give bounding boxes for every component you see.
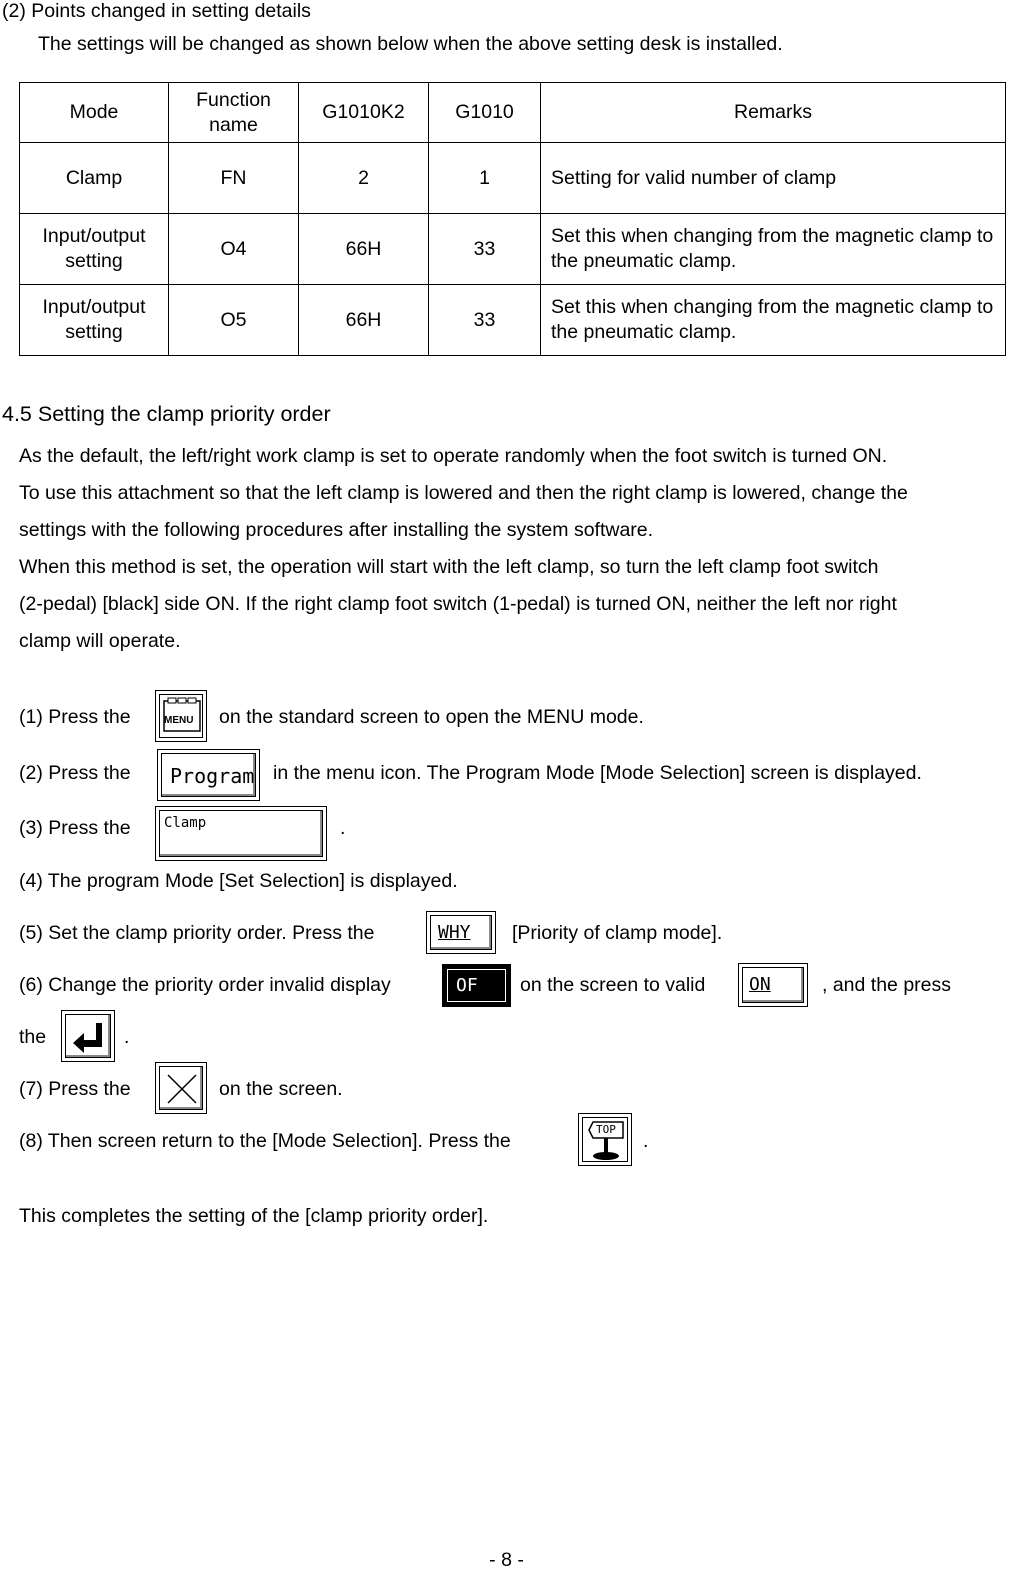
table-cell: FN — [169, 143, 299, 214]
menu-button-label: MENU — [164, 715, 194, 726]
paragraph-line: clamp will operate. — [19, 630, 181, 652]
table-row — [20, 285, 1006, 356]
table-cell: 2 — [299, 143, 429, 214]
step-6-text: (6) Change the priority order invalid display — [19, 974, 391, 996]
program-button[interactable] — [157, 749, 260, 801]
step-6-text: the — [19, 1026, 47, 1048]
table-cell: O4 — [169, 214, 299, 285]
step-4-text: (4) The program Mode [Set Selection] is displayed. — [19, 870, 458, 892]
step-7-text: (7) Press the — [19, 1078, 131, 1100]
table-row — [20, 214, 1006, 285]
header-cell: Function name — [169, 83, 299, 143]
table-cell: Clamp — [20, 143, 169, 214]
settings-table — [19, 82, 1006, 356]
clamp-button-label: Clamp — [164, 815, 207, 831]
step-6-text: . — [124, 1026, 130, 1048]
paragraph-line: As the default, the left/right work clamp is set to operate randomly when the foot switch is turned ON. — [19, 445, 888, 467]
step-5-text: [Priority of clamp mode]. — [512, 922, 723, 944]
close-button[interactable] — [155, 1062, 207, 1114]
menu-button[interactable] — [155, 690, 207, 742]
step-6-text: , and the press — [822, 974, 951, 996]
page-number: - 8 - — [489, 1549, 524, 1571]
section-heading: 4.5 Setting the clamp priority order — [2, 402, 331, 426]
header-cell: Remarks — [541, 83, 1006, 143]
table-cell: 1 — [429, 143, 541, 214]
top-sign-icon — [579, 1114, 633, 1167]
step-3-text: (3) Press the — [19, 817, 131, 839]
program-button-label: Program — [170, 764, 255, 788]
table-cell: Set this when changing from the magnetic clamp to the pneumatic clamp. — [541, 214, 1006, 285]
paragraph-line: When this method is set, the operation will start with the left clamp, so turn the left clamp foot switch — [19, 556, 879, 578]
paragraph-line: settings with the following procedures after installing the system software. — [19, 519, 654, 541]
of-button-label: OF — [456, 975, 478, 996]
clamp-button[interactable] — [155, 806, 327, 861]
step-8-text: . — [643, 1130, 649, 1152]
on-button-label: ON — [749, 974, 771, 995]
step-6-text: on the screen to valid — [520, 974, 706, 996]
paragraph-line: (2-pedal) [black] side ON. If the right clamp foot switch (1-pedal) is turned ON, neither the left nor right — [19, 593, 897, 615]
header-cell: Mode — [20, 83, 169, 143]
step-5-text: (5) Set the clamp priority order. Press the — [19, 922, 375, 944]
step-7-text: on the screen. — [219, 1078, 343, 1100]
table-cell: Input/output setting — [20, 214, 169, 285]
table-cell: 33 — [429, 285, 541, 356]
step-8-text: (8) Then screen return to the [Mode Selection]. Press the — [19, 1130, 511, 1152]
on-button[interactable] — [738, 963, 808, 1007]
top-button[interactable] — [578, 1113, 632, 1166]
section-heading: (2) Points changed in setting details — [2, 0, 311, 22]
top-button-label: TOP — [596, 1123, 616, 1136]
close-icon — [156, 1063, 208, 1115]
header-cell: G1010K2 — [299, 83, 429, 143]
table-cell: 33 — [429, 214, 541, 285]
table-row — [20, 143, 1006, 214]
conclusion-text: This completes the setting of the [clamp priority order]. — [19, 1205, 489, 1227]
table-cell: Setting for valid number of clamp — [541, 143, 1006, 214]
step-1-text: on the standard screen to open the MENU mode. — [219, 706, 644, 728]
why-button-label: WHY — [438, 922, 471, 943]
table-cell: 66H — [299, 285, 429, 356]
step-2-text: (2) Press the — [19, 762, 131, 784]
table-cell: Input/output setting — [20, 285, 169, 356]
table-cell: 66H — [299, 214, 429, 285]
why-button[interactable] — [426, 911, 496, 954]
table-cell: O5 — [169, 285, 299, 356]
section-intro: The settings will be changed as shown below when the above setting desk is installed. — [38, 33, 783, 55]
table-cell: Set this when changing from the magnetic clamp to the pneumatic clamp. — [541, 285, 1006, 356]
table-header-row — [20, 83, 1006, 143]
paragraph-line: To use this attachment so that the left clamp is lowered and then the right clamp is lowered, change the — [19, 482, 908, 504]
of-button[interactable] — [442, 964, 511, 1007]
step-1-text: (1) Press the — [19, 706, 131, 728]
enter-icon — [62, 1011, 116, 1063]
step-2-text: in the menu icon. The Program Mode [Mode Selection] screen is displayed. — [273, 762, 922, 784]
step-3-text: . — [340, 817, 346, 839]
header-cell: G1010 — [429, 83, 541, 143]
enter-button[interactable] — [61, 1010, 115, 1062]
